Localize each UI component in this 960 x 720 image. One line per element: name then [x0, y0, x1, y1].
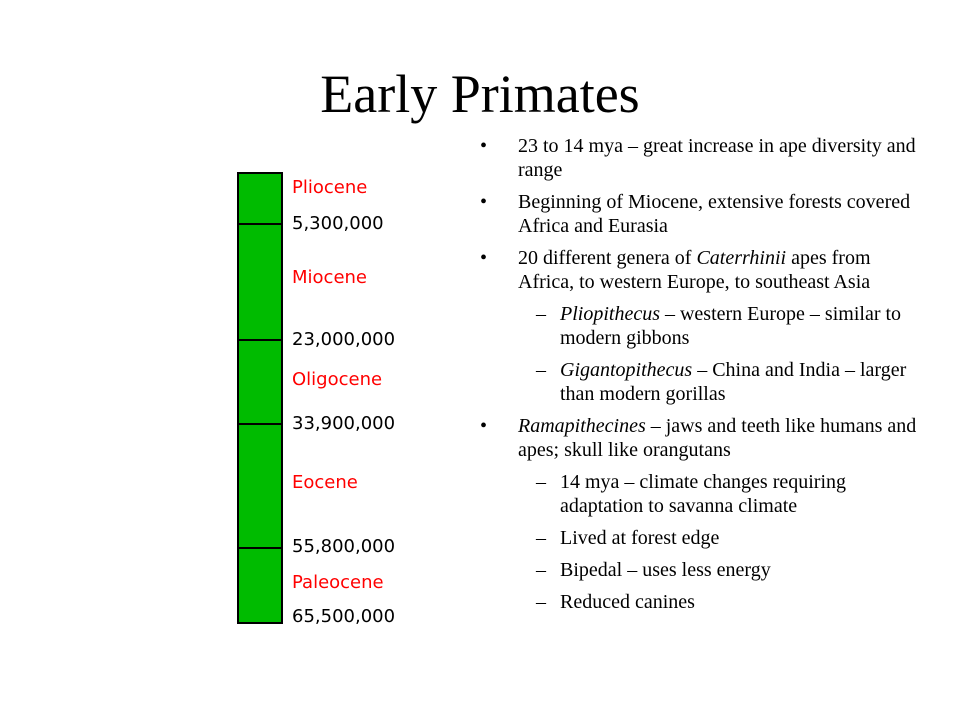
epoch-divider	[239, 223, 281, 225]
epoch-label-pliocene: Pliocene	[292, 177, 368, 198]
dash-marker: –	[536, 591, 546, 613]
sub-bullet-item	[480, 470, 920, 518]
bullet-marker: •	[480, 135, 488, 157]
boundary-label: 33,900,000	[292, 413, 396, 434]
sub-bullet-item	[480, 558, 920, 582]
bullet-text	[560, 359, 906, 405]
dash-marker: –	[536, 471, 546, 493]
sub-bullet-item	[480, 358, 920, 406]
text-run: Bipedal – uses less energy	[560, 559, 771, 581]
italic-term: Gigantopithecus	[560, 359, 693, 381]
bullet-item	[480, 134, 920, 182]
bullet-text	[518, 135, 916, 181]
bullet-marker: •	[480, 191, 488, 213]
dash-marker: –	[536, 559, 546, 581]
bullet-text	[560, 559, 771, 581]
epoch-divider	[239, 339, 281, 341]
epoch-label-oligocene: Oligocene	[292, 369, 383, 390]
bullet-text	[518, 247, 871, 293]
geologic-timeline	[0, 0, 460, 720]
sub-bullet-item	[480, 590, 920, 614]
dash-marker: –	[536, 359, 546, 381]
bullet-text	[560, 303, 901, 349]
bullet-text	[518, 191, 910, 237]
sub-bullet-item	[480, 526, 920, 550]
slide-title: Early Primates	[320, 64, 640, 124]
epoch-divider	[239, 547, 281, 549]
text-run: – jaws and teeth like humans and apes; skull like orangutans	[518, 415, 917, 461]
bullet-text	[518, 415, 916, 461]
bullet-list	[480, 134, 920, 622]
text-run: 20 different genera of	[518, 247, 697, 269]
bullet-text	[560, 527, 719, 549]
epoch-divider	[239, 423, 281, 425]
bullet-item	[480, 190, 920, 238]
italic-term: Pliopithecus	[560, 303, 660, 325]
bullet-text	[560, 591, 695, 613]
text-run: 23 to 14 mya – great increase in ape diversity and range	[518, 135, 916, 181]
text-run: Reduced canines	[560, 591, 695, 613]
text-run: – western Europe – similar to modern gibbons	[560, 303, 902, 349]
text-run: Beginning of Miocene, extensive forests covered Africa and Eurasia	[518, 191, 911, 237]
boundary-label: 5,300,000	[292, 213, 384, 234]
epoch-label-eocene: Eocene	[292, 472, 358, 493]
timeline-bar	[237, 172, 283, 624]
italic-term: Ramapithecines	[518, 415, 646, 437]
text-run: apes from Africa, to western Europe, to southeast Asia	[518, 247, 871, 293]
italic-term: Caterrhinii	[696, 247, 787, 269]
epoch-label-miocene: Miocene	[292, 267, 367, 288]
bullet-marker: •	[480, 247, 488, 269]
bullet-item	[480, 414, 920, 462]
boundary-label: 65,500,000	[292, 606, 396, 627]
epoch-label-paleocene: Paleocene	[292, 572, 384, 593]
bullet-item	[480, 246, 920, 294]
dash-marker: –	[536, 303, 546, 325]
sub-bullet-item	[480, 302, 920, 350]
text-run: Lived at forest edge	[560, 527, 720, 549]
text-run: – China and India – larger than modern gorillas	[560, 359, 907, 405]
boundary-label: 55,800,000	[292, 536, 396, 557]
dash-marker: –	[536, 527, 546, 549]
bullet-text	[560, 471, 846, 517]
boundary-label: 23,000,000	[292, 329, 396, 350]
bullet-marker: •	[480, 415, 488, 437]
text-run: 14 mya – climate changes requiring adaptation to savanna climate	[560, 471, 847, 517]
